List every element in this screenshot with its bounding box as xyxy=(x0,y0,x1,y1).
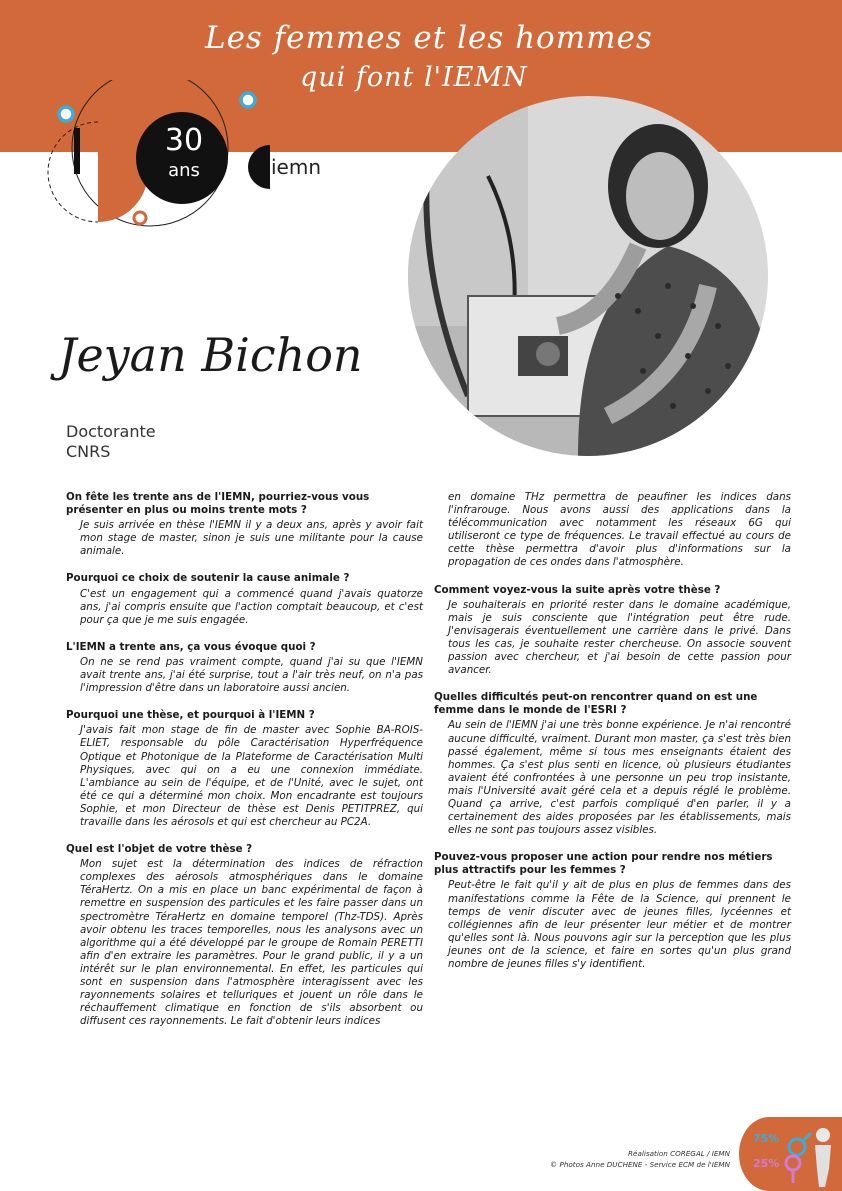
logo-black-halfmoon xyxy=(248,145,270,189)
logo-blue-ring-1 xyxy=(59,107,73,121)
answer-continuation-block xyxy=(434,491,791,570)
person-role: Doctorante xyxy=(66,422,156,441)
header-title-line2: qui font l'IEMN xyxy=(300,62,528,93)
question: Pourquoi ce choix de soutenir la cause animale ? xyxy=(66,572,350,585)
qa-block xyxy=(66,641,423,695)
logo-orange-ring xyxy=(134,212,146,224)
answer: Peut-être le fait qu'il y ait de plus en plus de femmes dans des manifestations comme la Fête de la Science, qui prennent le temps de venir discuter avec de jeunes filles, lycéennes et collégiennes afin de leur présenter leur métier et de montrer qu'elles sont là. Nous pouvons agir sur la perception que les plus jeunes ont de la science, et faire en sortes qu'un plus grand nombre de jeunes filles s'y identifient. xyxy=(448,879,791,970)
answer: Je suis arrivée en thèse l'IEMN il y a deux ans, après y avoir fait mon stage de master, sinon je suis une militante pour la cause animale. xyxy=(80,519,423,558)
logo-bar xyxy=(74,128,80,174)
qa-block xyxy=(434,851,791,971)
question: On fête les trente ans de l'IEMN, pourriez-vous vous présenter en plus ou moins trente mots ? xyxy=(66,491,370,517)
logo-blue-ring-2 xyxy=(241,93,255,107)
logo-number: 30 xyxy=(164,123,204,158)
question: Comment voyez-vous la suite après votre thèse ? xyxy=(434,583,721,596)
gender-stats-badge xyxy=(739,1117,842,1191)
answer: Au sein de l'IEMN j'ai une très bonne expérience. Je n'ai rencontré aucune difficulté, vraiment. Durant mon master, ça s'est très bien passé également, même si tous mes enseignants étaient des hommes. Ça s'est plus senti en licence, où plusieurs étudiantes avaient été confrontées à une personne un peu trop insistante, mais l'Université avait géré cela et a depuis réglé le problème. Quand ça arrive, c'est parfois compliqué d'en parler, il y a certainement des aides proposées par les établissements, mais elles ne sont pas toujours assez visibles. xyxy=(448,719,791,837)
answer: On ne se rend pas vraiment compte, quand j'ai su que l'IEMN avait trente ans, j'ai été surprise, tout a l'air très neuf, on n'a pas l'impression d'être dans un laboratoire aussi ancien. xyxy=(80,655,423,695)
person-employer: CNRS xyxy=(66,442,111,461)
photo-credits xyxy=(550,1148,730,1170)
qa-block xyxy=(66,491,423,558)
answer: Mon sujet est la détermination des indices de réfraction complexes des aérosols atmosphériques dans le domaine TéraHertz. On a mis en place un banc expérimental de façon à remettre en suspension des particules et les faire passer dans un spectromètre TéraHertz en domaine temporel (Thz-TDS). Après avoir obtenu les traces temporelles, nous les analysons avec un algorithme qui a été développé par le groupe de Romain PERETTI afin d'en extraire les paramètres. Pour le grand public, il y a un intérêt sur le plan environnemental. En effet, les particules qui sont en suspension dans l'atmosphère interagissent avec les rayonnements solaires et telluriques et jouent un rôle dans le réchauffement climatique en fonction de s'ils absorbent ou diffusent ces rayonnements. Le fait d'obtenir leurs indices xyxy=(80,858,423,1028)
qa-block xyxy=(434,584,791,678)
interview-right-column xyxy=(434,489,791,985)
question: Pourquoi une thèse, et pourquoi à l'IEMN ? xyxy=(66,709,315,722)
logo-unit: ans xyxy=(168,160,200,181)
credit-photos: © Photos Anne DUCHENE - Service ECM de l'IEMN xyxy=(550,1160,730,1169)
answer: C'est un engagement qui a commencé quand j'avais quatorze ans, j'ai compris ensuite que l'action comptait beaucoup, et c'est pour ça que je me suis engagée. xyxy=(80,587,423,626)
person-name: Jeyan Bichon xyxy=(58,328,363,382)
question: Pouvez-vous proposer une action pour rendre nos métiers plus attractifs pour les femmes ? xyxy=(434,851,773,877)
qa-block xyxy=(66,572,423,626)
question: Quel est l'objet de votre thèse ? xyxy=(66,843,253,856)
answer-continuation: en domaine THz permettra de peaufiner les indices dans l'infrarouge. Nous avons aussi des applications dans la télécommunication avec notamment les réseaux 6G qui utiliseront ce type de fréquences. Le travail effectué au cours de cette thèse permettra d'avoir plus d'informations sur la propagation de ces ondes dans l'atmosphère. xyxy=(448,491,791,569)
qa-block xyxy=(434,691,791,837)
portrait-photo xyxy=(408,96,768,456)
credit-production: Réalisation COREGAL / IEMN xyxy=(628,1149,730,1158)
stat-male: 75% xyxy=(753,1132,780,1145)
person-role-block xyxy=(66,422,156,462)
question: Quelles difficultés peut-on rencontrer quand on est une femme dans le monde de l'ESRI ? xyxy=(434,691,758,717)
answer: J'avais fait mon stage de fin de master avec Sophie BA-ROIS-ELIET, responsable du pôle Caractérisation Hyperfréquence Optique et Photonique de la Plateforme de Caractérisation Multi Physiques, avec qui on a eu une connexion immédiate. L'ambiance au sein de l'équipe, et de l'Unité, avec le sujet, ont été ce qui a déterminé mon choix. Mon encadrante est toujours Sophie, et mon Directeur de thèse est Denis PETITPREZ, qui travaille dans les aérosols et qui est chercheur au PC2A. xyxy=(80,724,423,828)
answer: Je souhaiterais en priorité rester dans le domaine académique, mais je suis consciente que l'intégration peut être rude. J'envisagerais éventuellement une carrière dans le privé. Dans tous les cas, je souhaite rester chercheuse. On associe souvent passion avec chercheur, et j'ai besoin de cette passion pour avancer. xyxy=(448,598,791,677)
logo-org: iemn xyxy=(271,155,322,179)
interview-left-column xyxy=(66,491,423,1042)
question: L'IEMN a trente ans, ça vous évoque quoi ? xyxy=(66,640,316,653)
qa-block xyxy=(66,709,423,829)
qa-block xyxy=(66,843,423,1028)
header-title-line1: Les femmes et les hommes xyxy=(205,20,653,56)
stat-female: 25% xyxy=(753,1157,780,1170)
